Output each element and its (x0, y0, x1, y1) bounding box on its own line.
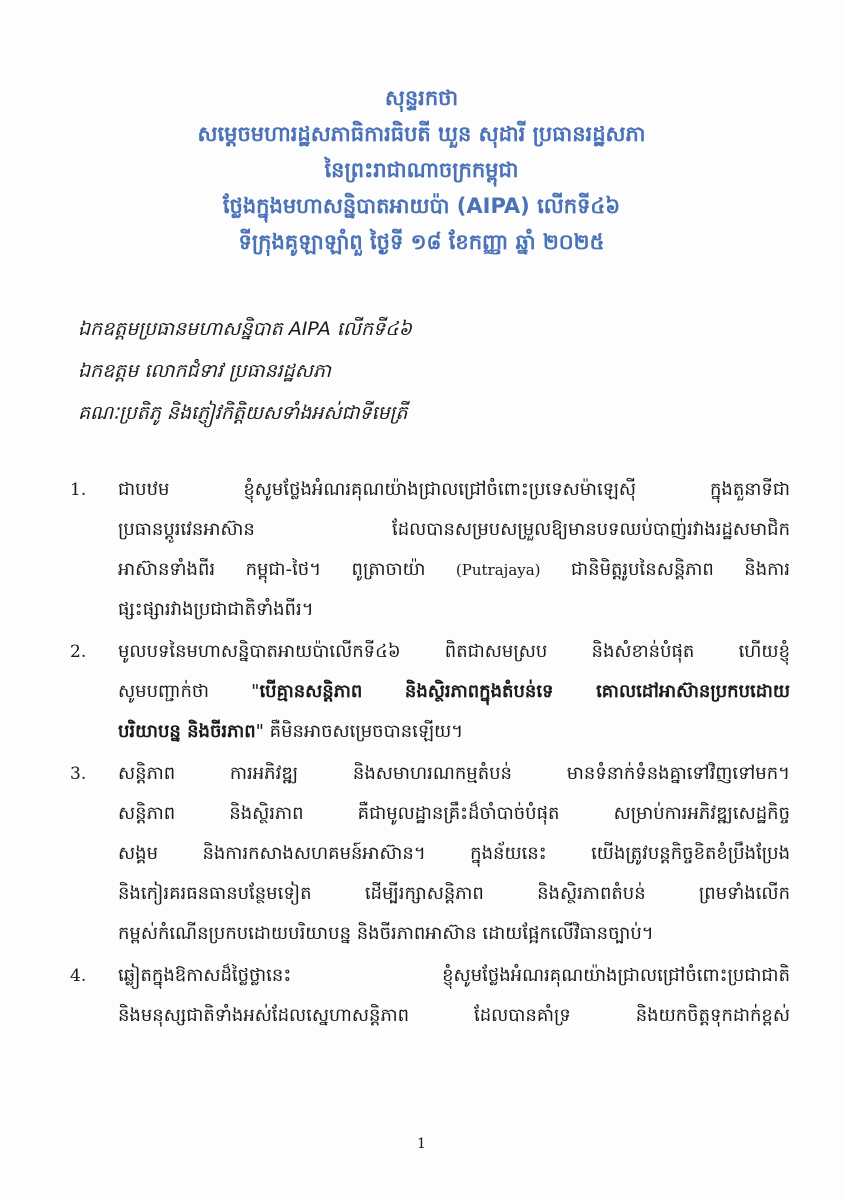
paragraph-line (118, 672, 790, 712)
paragraph-1 (70, 470, 790, 630)
title-line-speech: សុន្ទរកថា (384, 86, 459, 110)
paragraph-text: សូមបញ្ជាក់ថា " (118, 681, 260, 702)
paragraph-line: ឆ្លៀតក្នុងឱកាសដ៏ថ្លៃថ្លានេះ ខ្ញុំសូមថ្លែងអំណរគុណយ៉ាងជ្រាលជ្រៅចំពោះប្រជាជាតិ (118, 965, 790, 986)
paragraph-4 (70, 956, 790, 1036)
paragraph-line: ផ្សះផ្សារវាងប្រជាជាតិទាំងពីរ។ (118, 599, 314, 620)
salutation-line: ឯកឧត្តម លោកជំទាវ ប្រធានរដ្ឋសភា (78, 360, 331, 382)
paragraph-3 (70, 754, 790, 954)
page-number: 1 (417, 1136, 426, 1152)
title-line-place-date: ទីក្រុងគូឡាឡាំពួ ថ្ងៃទី ១៨ ខែកញ្ញា ឆ្នាំ ២០២៥ (238, 230, 605, 254)
title-line-kingdom: នៃព្រះរាជាណាចក្រកម្ពុជា (324, 158, 519, 182)
paragraph-2 (70, 632, 790, 752)
paragraph-line: ជាបឋម ខ្ញុំសូមថ្លែងអំណរគុណយ៉ាងជ្រាលជ្រៅចំពោះប្រទេសម៉ាឡេស៊ី ក្នុងតួនាទីជា (118, 479, 790, 500)
paragraph-line: កម្ពស់កំណើនប្រកបដោយបរិយាបន្ន និងចីរភាពអាស៊ាន ដោយផ្អែកលើវិធានច្បាប់។ (118, 923, 654, 944)
numbered-paragraphs (70, 470, 790, 1038)
paragraph-number: 4. (70, 966, 87, 986)
salutation (78, 308, 778, 434)
paragraph-line: ប្រធានប្តូរវេនអាស៊ាន ដែលបានសម្របសម្រួលឱ្យមានបទឈប់បាញ់រវាងរដ្ឋសមាជិក (118, 519, 790, 540)
paragraph-text: អាស៊ានទាំងពីរ កម្ពុជា-ថៃ។ ពូត្រាចាយ៉ា (118, 559, 426, 580)
paragraph-number: 1. (70, 480, 87, 500)
paragraph-line: សន្តិភាព និងស្ថិរភាព គឺជាមូលដ្ឋានគ្រឹះដ៏ចាំបាច់បំផុត សម្រាប់ការអភិវឌ្ឍសេដ្ឋកិច្ច (118, 803, 790, 824)
title-line-speaker: សម្តេចមហារដ្ឋសភាធិការធិបតី ឃួន សុដារី ប្រធានរដ្ឋសភា (197, 122, 646, 146)
bold-quote: បើគ្មានសន្តិភាព និងស្ថិរភាពក្នុងតំបន់ទេ គោលដៅអាស៊ានប្រកបដោយ (259, 681, 790, 702)
paragraph-line: សង្គម និងការកសាងសហគមន៍អាស៊ាន។ ក្នុងន័យនេះ យើងត្រូវបន្តកិច្ចខិតខំប្រឹងប្រែង (118, 843, 790, 864)
paragraph-number: 3. (70, 764, 87, 784)
speech-title (60, 80, 783, 260)
title-line-event: ថ្លែងក្នុងមហាសន្និបាតអាយប៉ា (AIPA) លើកទី៤៦ (222, 194, 621, 218)
paragraph-text: " គឺមិនអាចសម្រេចបានឡើយ។ (255, 721, 464, 742)
paragraph-line: និងមនុស្សជាតិទាំងអស់ដែលស្នេហាសន្តិភាព ដែលបានគាំទ្រ និងយកចិត្តទុកដាក់ខ្ពស់ (118, 1005, 790, 1026)
latin-term: (Putrajaya) (455, 561, 541, 579)
paragraph-line (118, 550, 790, 590)
paragraph-line: សន្តិភាព ការអភិវឌ្ឍ និងសមាហរណកម្មតំបន់ មានទំនាក់ទំនងគ្នាទៅវិញទៅមក។ (118, 763, 790, 784)
salutation-line: ឯកឧត្តមប្រធានមហាសន្និបាត AIPA លើកទី៤៦ (78, 318, 412, 340)
paragraph-text: ជានិមិត្តរូបនៃសន្តិភាព និងការ (571, 559, 790, 580)
bold-quote: បរិយាបន្ន និងចីរភាព (118, 721, 256, 742)
salutation-line: គណៈប្រតិភូ និងភ្ញៀវកិត្តិយសទាំងអស់ជាទីមេត្រី (78, 402, 408, 424)
paragraph-line (118, 712, 790, 752)
paragraph-number: 2. (70, 642, 87, 662)
paragraph-line: មូលបទនៃមហាសន្និបាតអាយប៉ាលើកទី៤៦ ពិតជាសមស្រប និងសំខាន់បំផុត ហើយខ្ញុំ (118, 641, 790, 662)
paragraph-line: និងកៀរគរធនធានបន្ថែមទៀត ដើម្បីរក្សាសន្តិភាព និងស្ថិរភាពតំបន់ ព្រមទាំងលើក (118, 883, 790, 904)
